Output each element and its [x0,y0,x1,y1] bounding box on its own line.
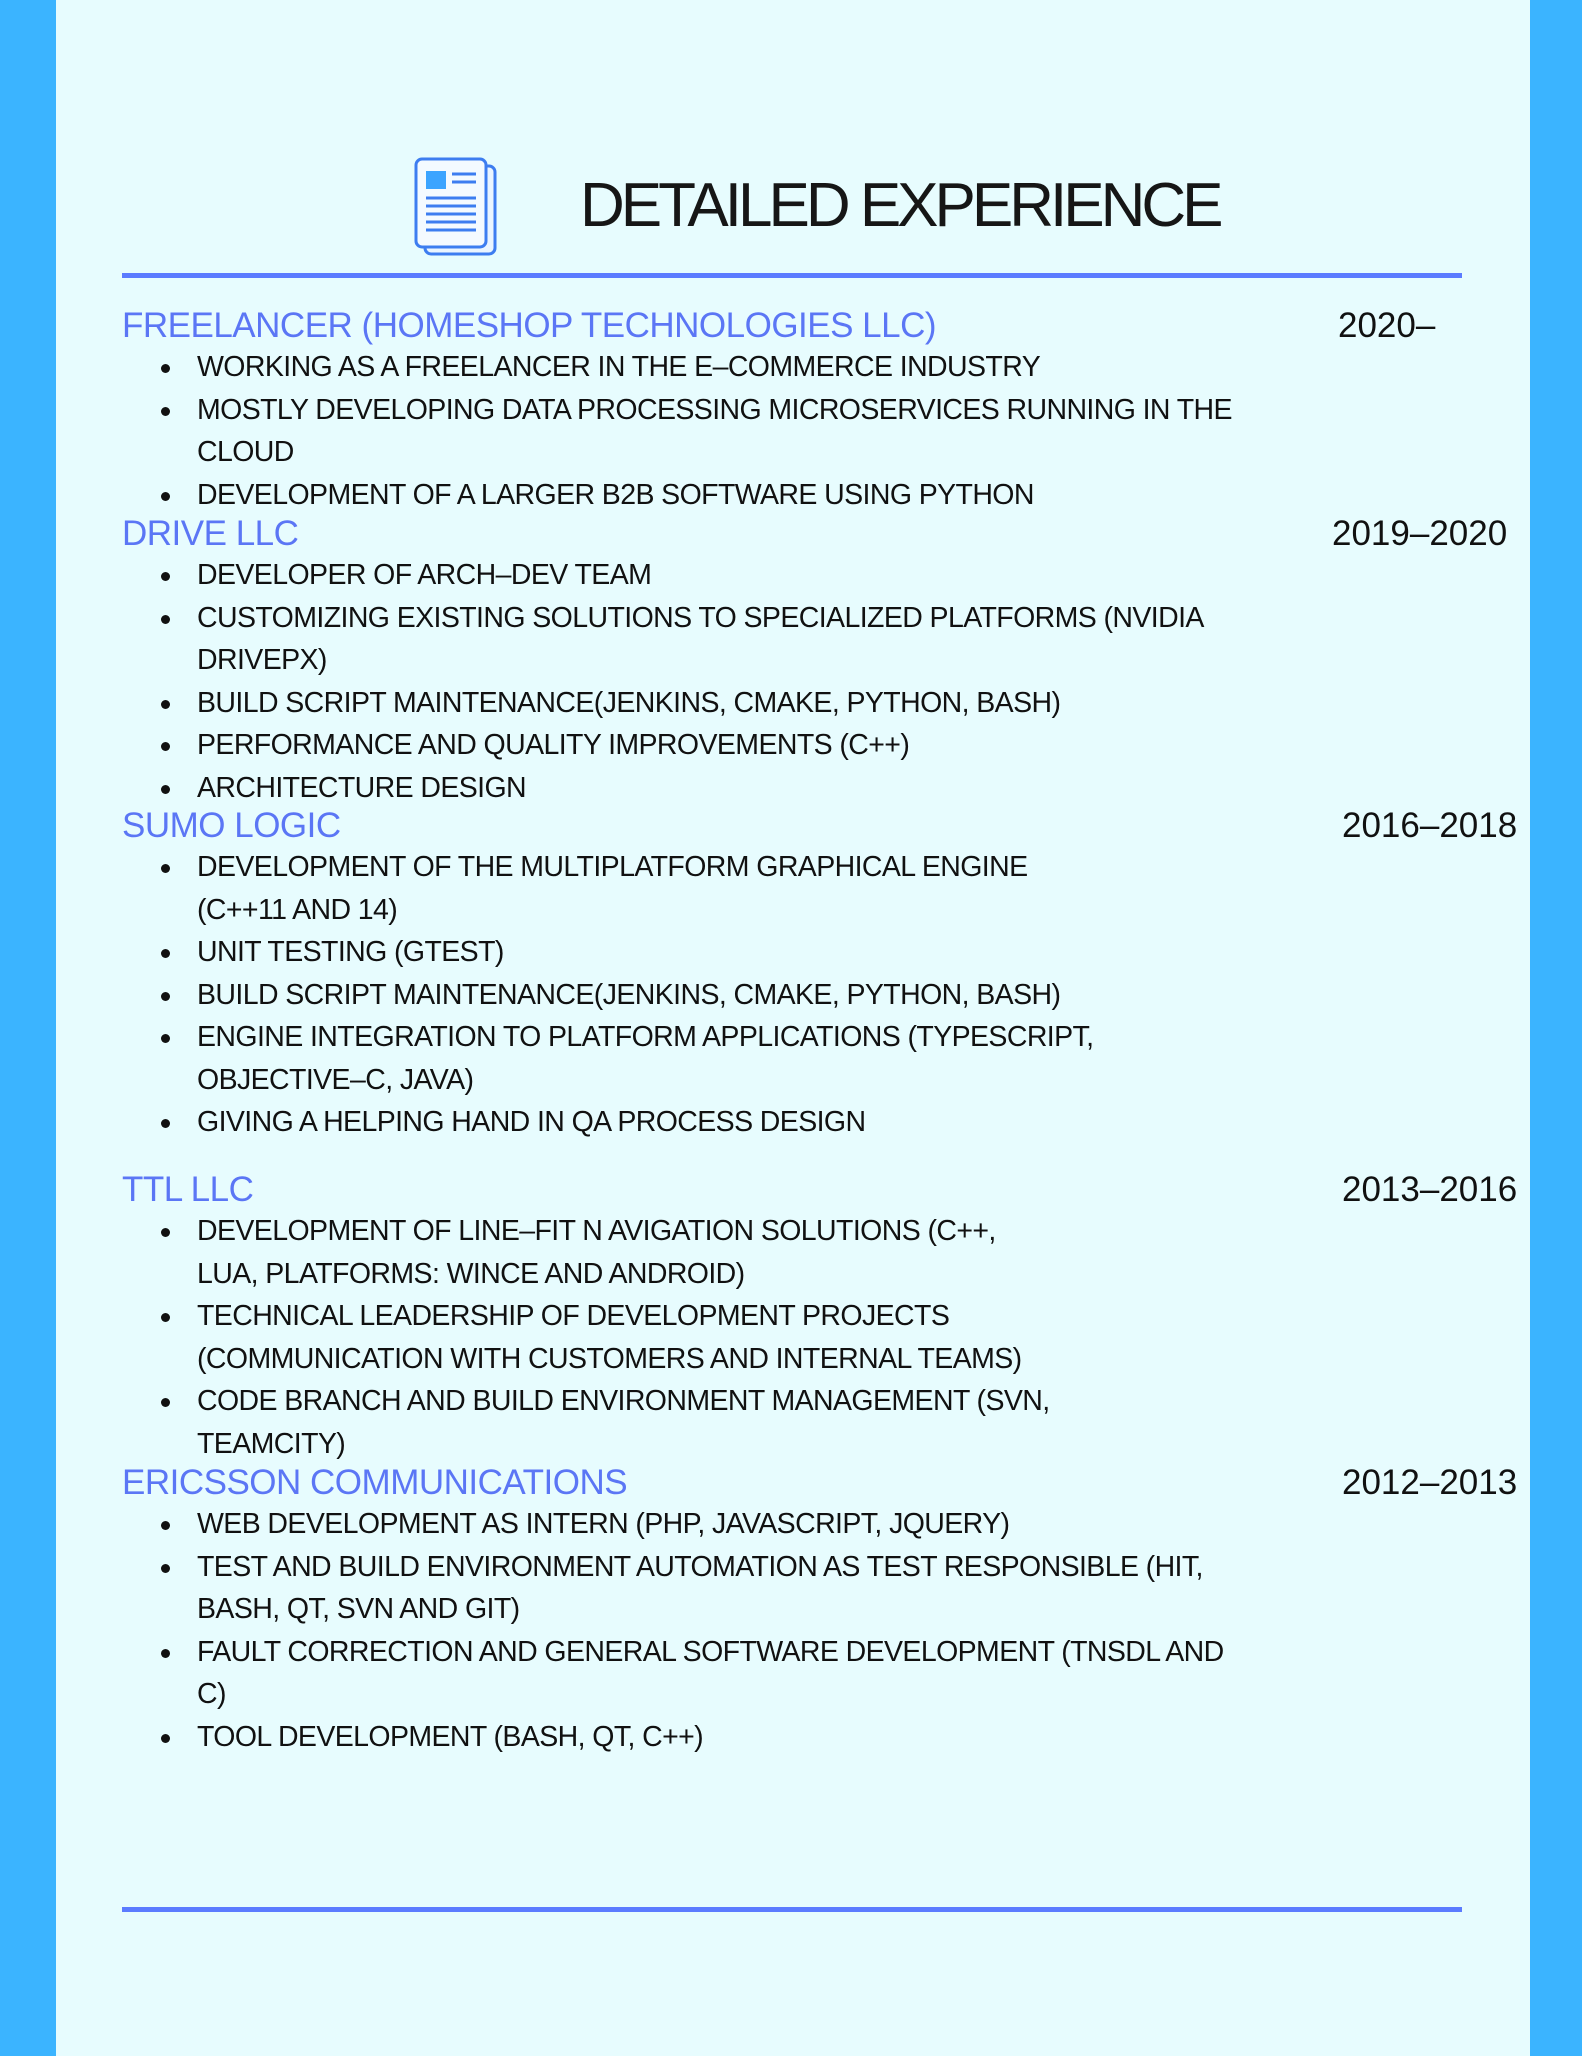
list-item: MOSTLY DEVELOPING DATA PROCESSING MICROSERVICES RUNNING IN THE CLOUD [122,389,1277,474]
list-item: ENGINE INTEGRATION TO PLATFORM APPLICATIONS (TYPESCRIPT, OBJECTIVE–C, JAVA) [122,1016,1237,1101]
list-item: PERFORMANCE AND QUALITY IMPROVEMENTS (C++) [122,724,1287,767]
job-entry [122,1463,1542,1758]
list-item: DEVELOPMENT OF LINE–FIT N AVIGATION SOLUTIONS (C++, LUA, PLATFORMS: WINCE AND ANDROID) [122,1210,1027,1295]
company-name: TTL LLC [122,1170,254,1209]
company-name: SUMO LOGIC [122,806,341,845]
company-name: FREELANCER (HOMESHOP TECHNOLOGIES LLC) [122,306,937,345]
list-item: TOOL DEVELOPMENT (BASH, QT, C++) [122,1716,1287,1759]
page-title: DETAILED EXPERIENCE [580,171,1220,240]
company-name: ERICSSON COMMUNICATIONS [122,1463,628,1502]
list-item: DEVELOPMENT OF THE MULTIPLATFORM GRAPHICAL ENGINE (C++11 AND 14) [122,846,1097,931]
job-entry [122,306,1542,516]
list-item: TECHNICAL LEADERSHIP OF DEVELOPMENT PROJECTS (COMMUNICATION WITH CUSTOMERS AND INTERNAL TEAMS) [122,1295,1077,1380]
job-entry [122,1170,1542,1465]
list-item: WEB DEVELOPMENT AS INTERN (PHP, JAVASCRIPT, JQUERY) [122,1503,1287,1546]
list-item: BUILD SCRIPT MAINTENANCE(JENKINS, CMAKE, PYTHON, BASH) [122,974,1287,1017]
bullet-list [122,346,1542,516]
list-item: DEVELOPMENT OF A LARGER B2B SOFTWARE USING PYTHON [122,474,1287,517]
company-name: DRIVE LLC [122,514,299,553]
bottom-divider [122,1907,1462,1912]
job-years: 2020– [1338,306,1436,345]
job-years: 2012–2013 [1342,1463,1518,1502]
list-item: GIVING A HELPING HAND IN QA PROCESS DESIGN [122,1101,1287,1144]
bullet-list [122,846,1542,1144]
list-item: TEST AND BUILD ENVIRONMENT AUTOMATION AS TEST RESPONSIBLE (HIT, BASH, QT, SVN AND GIT) [122,1546,1217,1631]
job-years: 2019–2020 [1332,514,1508,553]
job-entry [122,514,1542,809]
job-years: 2016–2018 [1342,806,1518,845]
job-years: 2013–2016 [1342,1170,1518,1209]
list-item: FAULT CORRECTION AND GENERAL SOFTWARE DEVELOPMENT (TNSDL AND C) [122,1631,1237,1716]
list-item: WORKING AS A FREELANCER IN THE E–COMMERCE INDUSTRY [122,346,1287,389]
job-entry [122,806,1542,1144]
list-item: BUILD SCRIPT MAINTENANCE(JENKINS, CMAKE, PYTHON, BASH) [122,682,1287,725]
section-header [56,150,1530,260]
document-icon [413,156,497,256]
list-item: ARCHITECTURE DESIGN [122,767,1287,810]
bullet-list [122,1503,1542,1758]
list-item: DEVELOPER OF ARCH–DEV TEAM [122,554,1287,597]
bullet-list [122,1210,1542,1465]
list-item: CODE BRANCH AND BUILD ENVIRONMENT MANAGEMENT (SVN, TEAMCITY) [122,1380,1117,1465]
resume-page [56,0,1530,2056]
bullet-list [122,554,1542,809]
top-divider [122,273,1462,278]
list-item: UNIT TESTING (GTEST) [122,931,1287,974]
list-item: CUSTOMIZING EXISTING SOLUTIONS TO SPECIALIZED PLATFORMS (NVIDIA DRIVEPX) [122,597,1237,682]
